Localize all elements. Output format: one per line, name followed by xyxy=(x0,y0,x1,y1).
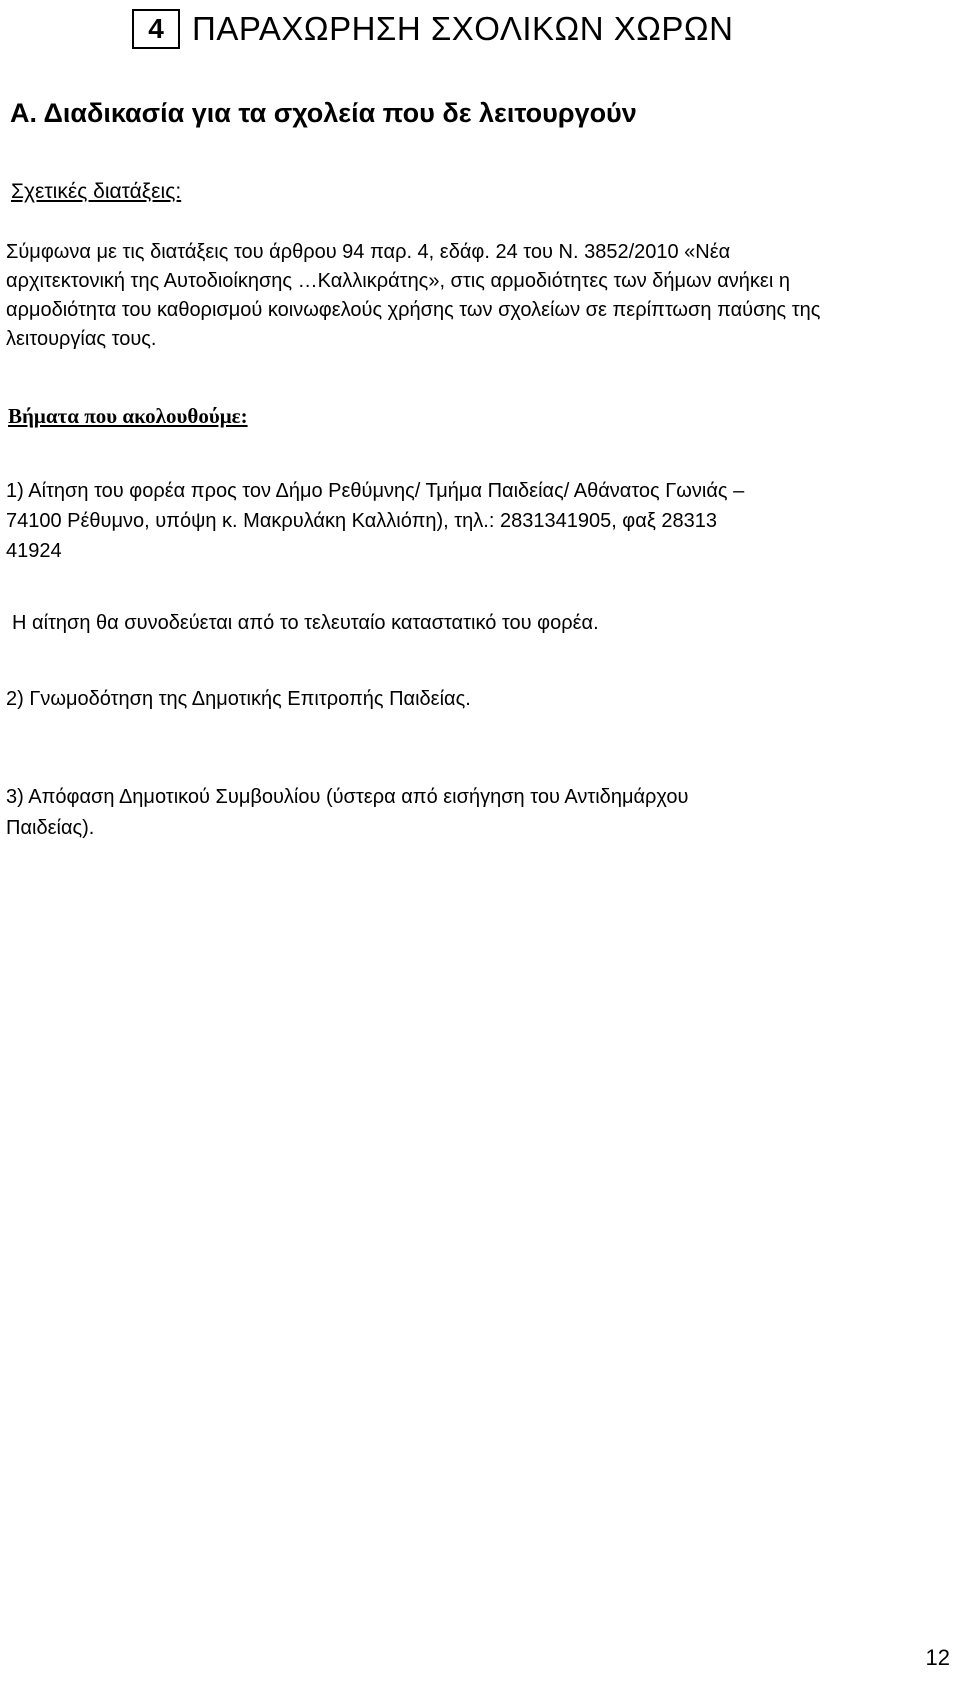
paragraph-line: Σύμφωνα με τις διατάξεις του άρθρου 94 παρ. 4, εδάφ. 24 του Ν. 3852/2010 «Νέα xyxy=(6,241,731,263)
step-1 xyxy=(6,476,958,566)
provisions-heading: Σχετικές διατάξεις: xyxy=(11,180,182,203)
section-title: Α. Διαδικασία για τα σχολεία που δε λειτουργούν xyxy=(10,98,637,128)
step-1-line: 1) Αίτηση του φορέα προς τον Δήμο Ρεθύμνης/ Τμήμα Παιδείας/ Αθάνατος Γωνιάς – xyxy=(6,480,745,502)
step-3 xyxy=(6,782,958,844)
step-1-line: 74100 Ρέθυμνο, υπόψη κ. Μακρυλάκη Καλλιόπη), τηλ.: 2831341905, φαξ 28313 xyxy=(6,510,717,532)
chapter-number-box: 4 xyxy=(132,9,180,49)
step-2: 2) Γνωμοδότηση της Δημοτικής Επιτροπής Παιδείας. xyxy=(6,688,471,710)
paragraph-line: λειτουργίας τους. xyxy=(6,328,157,350)
step-3-line: 3) Απόφαση Δημοτικού Συμβουλίου (ύστερα από εισήγηση του Αντιδημάρχου xyxy=(6,786,689,808)
provisions-paragraph xyxy=(6,238,958,354)
chapter-heading xyxy=(132,8,733,50)
application-note: Η αίτηση θα συνοδεύεται από το τελευταίο καταστατικό του φορέα. xyxy=(12,612,599,634)
paragraph-line: αρχιτεκτονική της Αυτοδιοίκησης …Καλλικράτης», στις αρμοδιότητες των δήμων ανήκει η xyxy=(6,270,790,292)
chapter-title: ΠΑΡΑΧΩΡΗΣΗ ΣΧΟΛΙΚΩΝ ΧΩΡΩΝ xyxy=(192,10,734,47)
steps-heading: Βήματα που ακολουθούμε: xyxy=(8,404,248,428)
paragraph-line: αρμοδιότητα του καθορισμού κοινωφελούς χρήσης των σχολείων σε περίπτωση παύσης της xyxy=(6,299,821,321)
step-3-line: Παιδείας). xyxy=(6,817,95,839)
step-1-line: 41924 xyxy=(6,540,62,562)
page-number: 12 xyxy=(925,1645,950,1670)
